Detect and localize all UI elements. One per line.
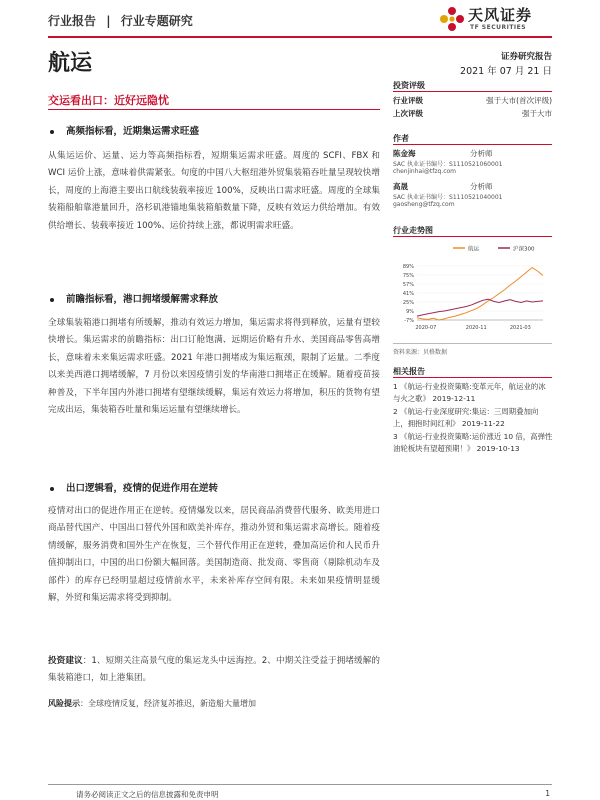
trend-heading: 行业走势图 xyxy=(393,226,433,235)
trend-divider xyxy=(393,236,552,237)
page-number: 1 xyxy=(545,789,550,798)
rating-value: 强于大市 xyxy=(522,109,552,118)
advice-label: 投资建议 xyxy=(48,656,83,666)
report-type: 证券研究报告 xyxy=(500,52,552,62)
rating-heading: 投资评级 xyxy=(393,81,425,90)
section-heading-text: 前瞻指标看，港口拥堵缓解需求释放 xyxy=(66,294,219,305)
author-email[interactable]: chenjinhai@tfzq.com xyxy=(393,168,457,175)
related-report-item[interactable] xyxy=(393,381,553,405)
subtitle-divider xyxy=(48,109,380,110)
author-role: 分析师 xyxy=(470,149,493,158)
header-separator: | xyxy=(106,14,111,28)
legend-label-1: 沪深300 xyxy=(513,246,535,253)
chart-source: 资料来源：贝格数据 xyxy=(393,349,448,356)
related-report-date: 2019-11-22 xyxy=(461,419,505,428)
rating-key: 上次评级 xyxy=(393,109,423,118)
y-tick-label: 57% xyxy=(402,281,414,288)
related-report-item[interactable] xyxy=(393,431,553,455)
y-tick-label: -7% xyxy=(404,318,414,324)
section-heading-text: 高频指标看，近期集运需求旺盛 xyxy=(66,126,200,137)
section-heading xyxy=(50,291,218,305)
header-report-category: 行业专题研究 xyxy=(120,14,193,28)
section-paragraph: 疫情对出口的促进作用正在逆转。疫情爆发以来，居民商品消费替代服务、欧美用进口商品替代国产、中国出口替代外国和欧美补库存，推动外贸和集运需求高增长。随着疫情缓解，服务消费和国外生产在恢复，三个替代作用正在逆转，叠加高运价和人民币升值抑制出口，中国的出口份额大幅回落。美国制造商、批发商、零售商（剔除机动车及部件）的库存已经明显超过疫情前水平，未来补库存空间有限。未来如果疫情明显缓解，外贸和集运需求将受到抑制。 xyxy=(48,506,380,604)
x-tick-label: 2020-07 xyxy=(415,325,437,331)
rating-value: 强于大市(首次评级) xyxy=(486,96,552,105)
related-report-title: 1 《航运-行业投资策略:变革元年，航运业的冰与火之歌》 xyxy=(393,382,546,403)
y-tick-label: 9% xyxy=(406,308,414,315)
rating-divider xyxy=(393,91,552,92)
header-divider xyxy=(48,36,552,38)
footer-divider xyxy=(48,784,552,785)
logo-en-text: TF SECURITIES xyxy=(470,24,527,31)
y-tick-label: 41% xyxy=(402,290,414,297)
advice-text: ：1、短期关注高景气度的集运龙头中远海控。2、中期关注受益于拥堵缓解的集装箱港口，如上港集团。 xyxy=(48,656,380,684)
author-divider xyxy=(393,144,552,145)
related-divider xyxy=(393,377,552,378)
bullet-icon xyxy=(50,298,54,302)
author-name: 陈金海 xyxy=(393,149,416,158)
header-report-kind: 行业报告 xyxy=(48,14,97,28)
section-paragraph: 全球集装箱港口拥堵有所缓解，推动有效运力增加，集运需求将得到释放，运量有望较快增长。集运需求的前瞻指标：出口订舱饱满、远期运价略有升水、美国商品零售高增长，意味着未来集运需求旺盛。2021 年港口拥堵成为集运瓶颈，限制了运量。二季度以来美西港口拥堵缓解，7 月份以来因疫情引发的华南港口拥堵正在缓解。随着疫苗接种普及，下半年国内外港口拥堵有望继续缓解，集运有效运力将增加，积压的货物有望完成出运，集装箱吞吐量和集运运量有望继续增长。 xyxy=(48,318,380,416)
author-role: 分析师 xyxy=(470,182,493,191)
report-date: 2021 年 07 月 21 日 xyxy=(460,66,552,77)
related-heading: 相关报告 xyxy=(393,367,425,376)
x-tick-label: 2021-03 xyxy=(509,325,531,331)
y-tick-label: 89% xyxy=(402,263,414,270)
author-name: 高晟 xyxy=(393,182,408,191)
report-subtitle: 交运看出口：近好远隐忧 xyxy=(48,94,169,107)
chart-bottom-divider xyxy=(393,343,552,344)
x-tick-label: 2020-11 xyxy=(465,325,487,331)
bullet-icon xyxy=(50,487,54,491)
author-sac: SAC 执业证书编号：S1110521040001 xyxy=(393,194,503,201)
author-sac: SAC 执业证书编号：S1110521060001 xyxy=(393,161,503,168)
header-breadcrumb xyxy=(48,12,193,29)
risk-label: 风险提示 xyxy=(48,699,80,708)
related-report-title: 2 《航运-行业深度研究:集运：三周期叠加向上，拥抱时间红利》 xyxy=(393,407,539,428)
related-report-date: 2019-12-11 xyxy=(432,394,476,403)
section-paragraph: 从集运运价、运量、运力等高频指标看，短期集运需求旺盛。周度的 SCFI、FBX 和 WCI 运价上涨，意味着供需紧张。旬度的中国八大枢纽港外贸集装箱吞吐量呈现较快增长，周度的上海港主要出口航线装载率接近 100%，反映出口需求旺盛。周度的全球集装箱船舶靠港量回升，洛杉矶港锚地集装箱船数量下降，反映有效运力供给增加。有效供给增长、装载率接近 100%、运价持续上涨，都说明需求旺盛。 xyxy=(48,151,380,231)
footer-disclaimer: 请务必阅读正文之后的信息披露和免责申明 xyxy=(76,790,219,799)
page-title: 航运 xyxy=(48,51,93,76)
logo-cn-text: 天风证券 xyxy=(468,6,533,24)
y-tick-label: 25% xyxy=(402,299,414,306)
section-heading-text: 出口逻辑看，疫情的促进作用在逆转 xyxy=(66,483,219,494)
rating-key: 行业评级 xyxy=(393,96,423,105)
y-tick-label: 75% xyxy=(402,272,414,279)
industry-trend-chart xyxy=(393,240,552,332)
risk-text: ：全球疫情反复，经济复苏推迟，新造船大量增加 xyxy=(80,699,256,708)
section-heading xyxy=(50,123,199,137)
author-heading: 作者 xyxy=(393,134,409,143)
section-heading xyxy=(50,480,218,494)
bullet-icon xyxy=(50,130,54,134)
related-report-date: 2019-10-13 xyxy=(476,444,520,453)
legend-label-0: 航运 xyxy=(468,246,480,253)
related-report-title: 3 《航运-行业投资策略:运价涨近 10 倍，高弹性油轮板块有望超预期！》 xyxy=(393,432,553,453)
investment-advice xyxy=(48,653,380,688)
risk-warning xyxy=(48,695,380,712)
related-report-item[interactable] xyxy=(393,406,553,430)
author-email[interactable]: gaosheng@tfzq.com xyxy=(393,201,455,208)
